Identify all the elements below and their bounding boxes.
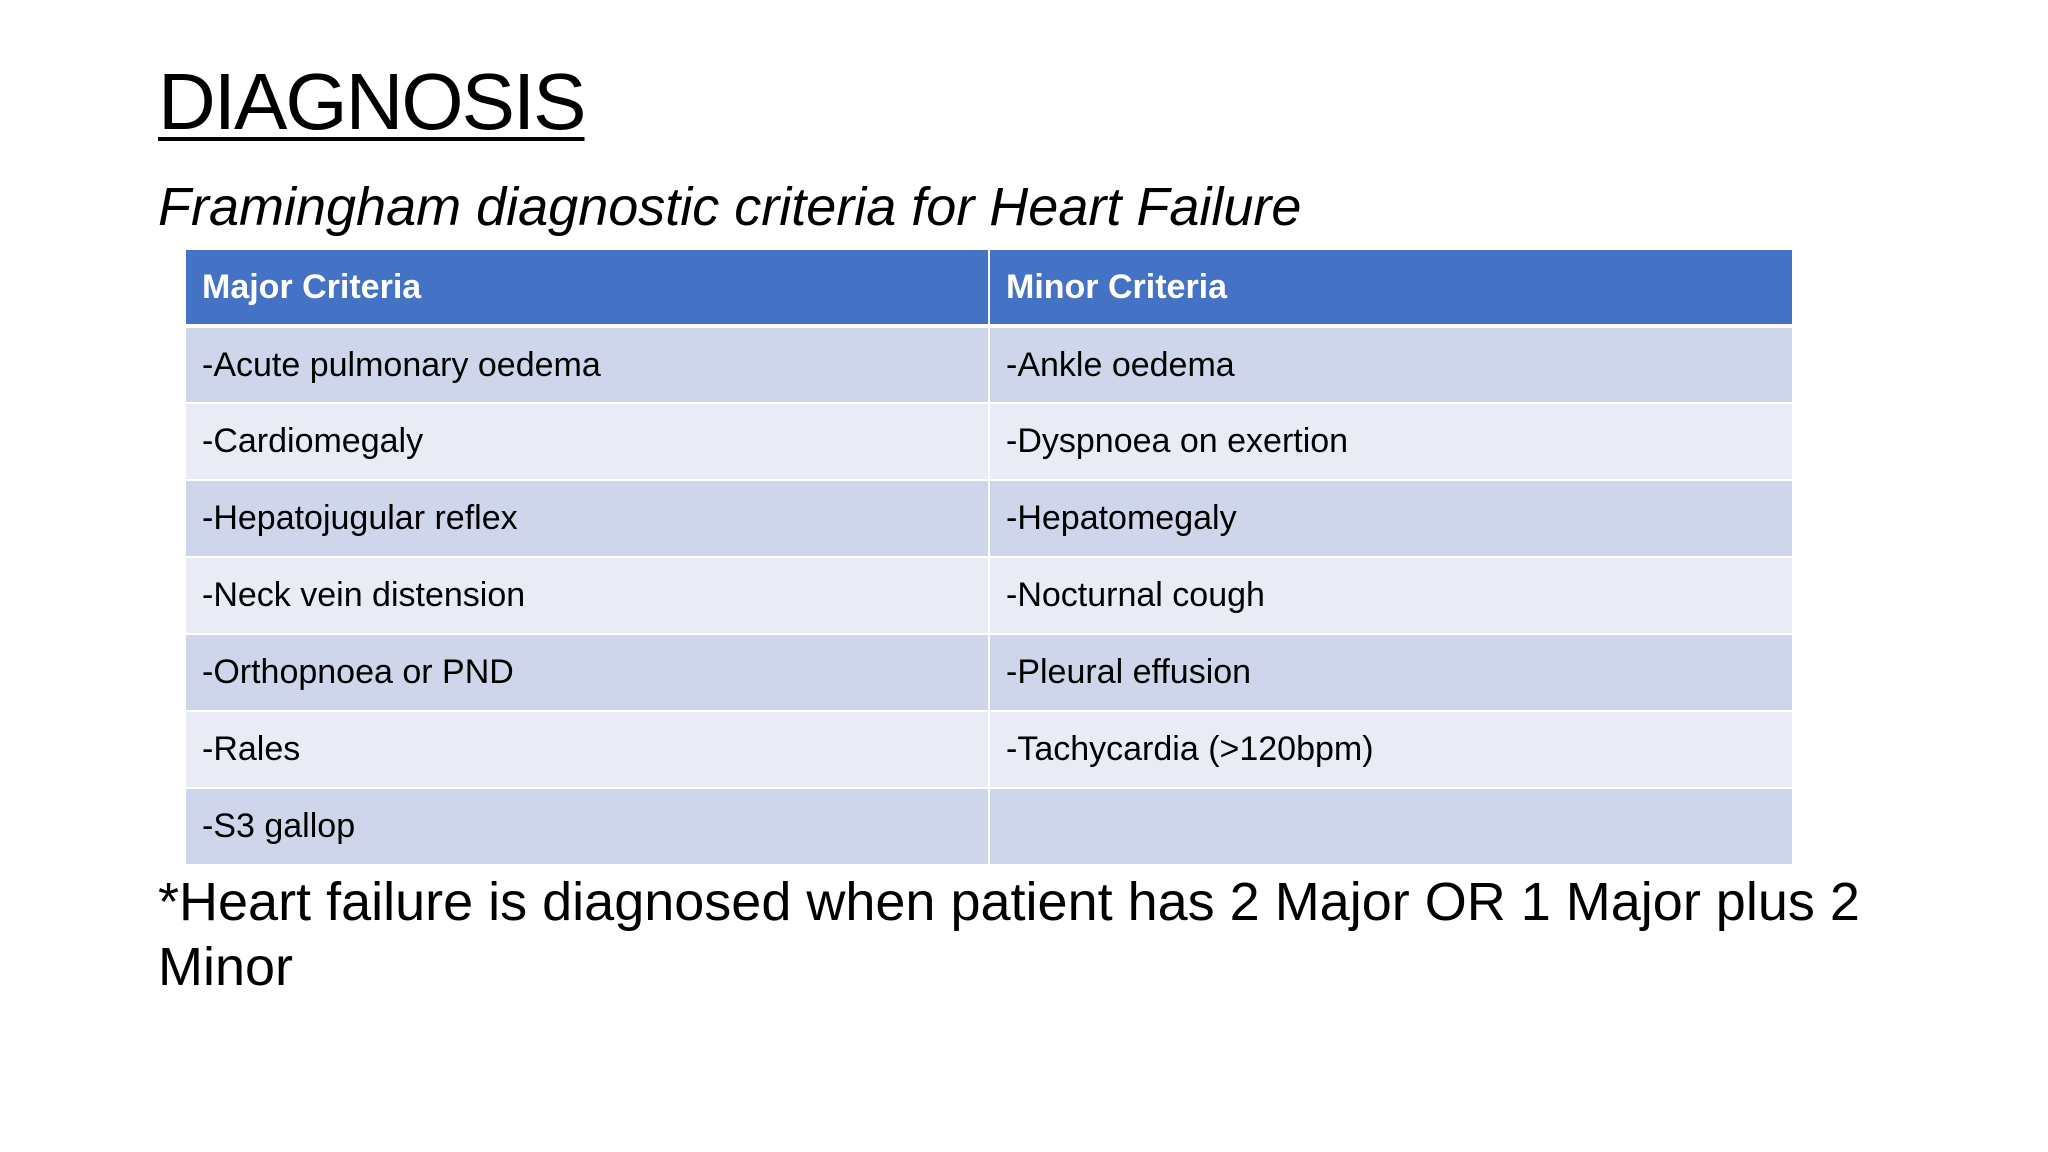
minor-criteria-cell: -Nocturnal cough: [989, 557, 1793, 634]
table-row: [185, 711, 1793, 788]
minor-criteria-cell: -Hepatomegaly: [989, 480, 1793, 557]
criteria-table: [184, 248, 1794, 866]
major-criteria-cell: -Neck vein distension: [185, 557, 989, 634]
major-criteria-cell: -Hepatojugular reflex: [185, 480, 989, 557]
major-criteria-cell: -Orthopnoea or PND: [185, 634, 989, 711]
minor-criteria-cell: -Dyspnoea on exertion: [989, 403, 1793, 480]
diagnosis-footnote: *Heart failure is diagnosed when patient has 2 Major OR 1 Major plus 2 Minor: [158, 872, 1860, 997]
minor-criteria-cell: -Tachycardia (>120bpm): [989, 711, 1793, 788]
table-row: [185, 788, 1793, 865]
major-criteria-cell: -S3 gallop: [185, 788, 989, 865]
table-row: [185, 326, 1793, 403]
table-row: [185, 634, 1793, 711]
header-major-criteria: Major Criteria: [185, 249, 989, 326]
header-minor-criteria: Minor Criteria: [989, 249, 1793, 326]
major-criteria-cell: -Rales: [185, 711, 989, 788]
table-row: [185, 557, 1793, 634]
table-row: [185, 403, 1793, 480]
table-header-row: [185, 249, 1793, 326]
slide-subtitle: Framingham diagnostic criteria for Heart Failure: [158, 177, 1302, 237]
major-criteria-cell: -Acute pulmonary oedema: [185, 326, 989, 403]
major-criteria-cell: -Cardiomegaly: [185, 403, 989, 480]
slide-title: DIAGNOSIS: [158, 57, 585, 146]
minor-criteria-cell: [989, 788, 1793, 865]
table-row: [185, 480, 1793, 557]
minor-criteria-cell: -Ankle oedema: [989, 326, 1793, 403]
minor-criteria-cell: -Pleural effusion: [989, 634, 1793, 711]
